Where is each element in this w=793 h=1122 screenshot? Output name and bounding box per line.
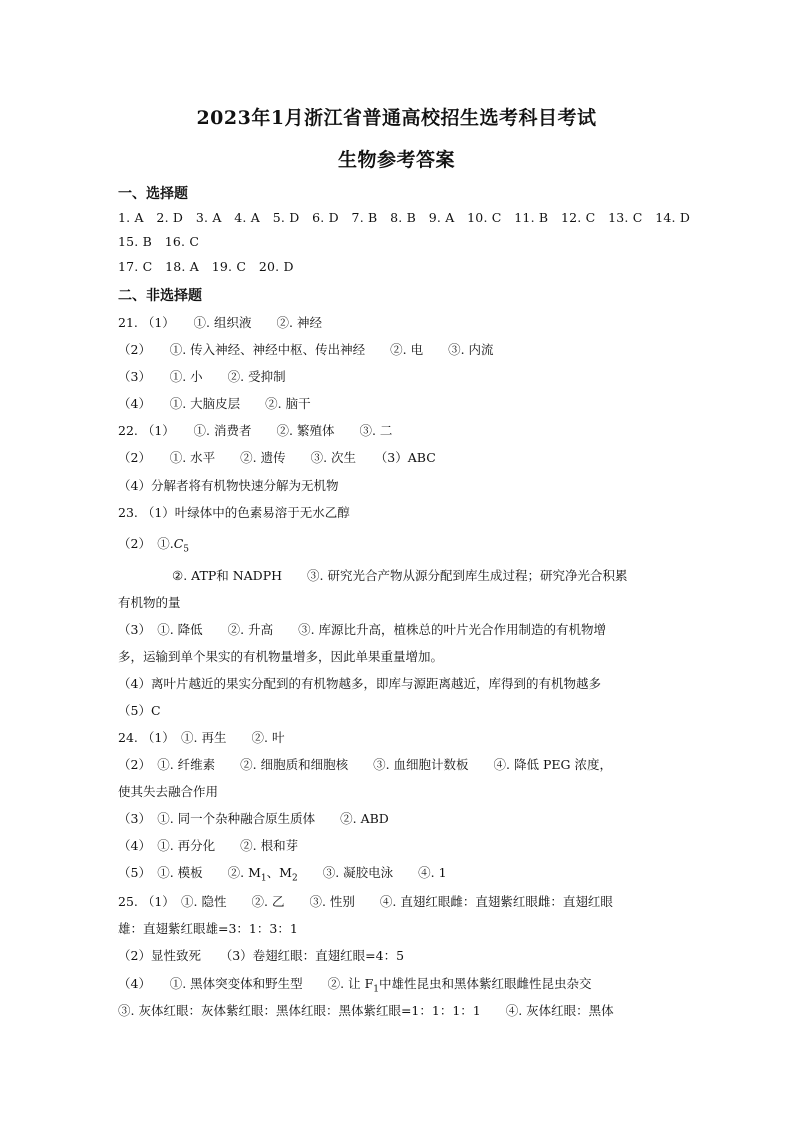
- q25-line: 雄：直翅紫红眼雄=3：1：3：1: [118, 921, 298, 936]
- c5-subscript: 5: [183, 544, 189, 555]
- q22-line: （2） ①. 水平 ②. 遗传 ③. 次生 （3）ABC: [118, 450, 436, 465]
- q25-line: ③. 灰体红眼：灰体紫红眼：黑体红眼：黑体紫红眼=1：1：1：1 ④. 灰体红眼：黑体: [118, 1003, 614, 1018]
- q25-4-suffix: 中雄性昆虫和黑体紫红眼雌性昆虫杂交: [378, 976, 592, 991]
- section-heading-nonchoice: 二、非选择题: [118, 288, 202, 304]
- q24-5-prefix: （5） ①. 模板 ②. M: [118, 865, 261, 880]
- q23-line: 有机物的量: [118, 595, 181, 610]
- f1-subscript: 1: [373, 984, 379, 995]
- q23-l2-prefix: （2） ①.: [118, 536, 174, 551]
- q21-line: （3） ①. 小 ②. 受抑制: [118, 369, 286, 384]
- m1-subscript: 1: [260, 873, 267, 884]
- q25-line: （2）显性致死 （3）卷翅红眼：直翅红眼=4：5: [118, 948, 405, 963]
- q24-line: （2） ①. 纤维素 ②. 细胞质和细胞核 ③. 血细胞计数板 ④. 降低 PEG 浓度，: [118, 757, 612, 772]
- q23-line: 23. （1）叶绿体中的色素易溶于无水乙醇: [118, 505, 350, 520]
- q23-line: ②. ATP和 NADPH ③. 研究光合产物从源分配到库生成过程；研究净光合积累: [172, 568, 628, 583]
- q21-line: （4） ①. 大脑皮层 ②. 脑干: [118, 396, 311, 411]
- section-heading-choice: 一、选择题: [118, 186, 188, 202]
- q22-line: （4）分解者将有机物快速分解为无机物: [118, 478, 339, 493]
- choice-answers-line: 1. A 2. D 3. A 4. A 5. D 6. D 7. B 8. B 9. A 10. C 11. B 12. C 13. C 14. D: [118, 210, 691, 225]
- q24-5-suffix: ③. 凝胶电泳 ④. 1: [297, 865, 447, 880]
- page-subtitle: 生物参考答案: [337, 149, 455, 171]
- q24-5-mid: 、M: [266, 865, 292, 880]
- choice-answers-line: 15. B 16. C: [118, 234, 200, 249]
- q25-line-4: [118, 976, 678, 998]
- q25-4-prefix: （4） ①. 黑体突变体和野生型 ②. 让 F: [118, 976, 374, 991]
- q23-line: （3） ①. 降低 ②. 升高 ③. 库源比升高，植株总的叶片光合作用制造的有机物增: [118, 622, 607, 637]
- q24-line: 24. （1） ①. 再生 ②. 叶: [118, 730, 285, 745]
- q24-line: （4） ①. 再分化 ②. 根和芽: [118, 838, 299, 853]
- q25-line: 25. （1） ①. 隐性 ②. 乙 ③. 性别 ④. 直翅红眼雌：直翅紫红眼雌：直翅红眼: [118, 894, 613, 909]
- q24-line: 使其失去融合作用: [118, 784, 219, 799]
- q21-line: （2） ①. 传入神经、神经中枢、传出神经 ②. 电 ③. 内流: [118, 342, 494, 357]
- q21-line: 21. （1） ①. 组织液 ②. 神经: [118, 315, 322, 330]
- q23-line-2: [118, 536, 678, 558]
- q24-line: （3） ①. 同一个杂种融合原生质体 ②. ABD: [118, 811, 389, 826]
- choice-answers-line: 17. C 18. A 19. C 20. D: [118, 259, 294, 274]
- q23-line: （4）离叶片越近的果实分配到的有机物越多，即库与源距离越近，库得到的有机物越多: [118, 676, 601, 691]
- c5-formula: C: [173, 536, 184, 551]
- q23-line: 多，运输到单个果实的有机物量增多，因此单果重量增加。: [118, 649, 444, 664]
- page-title: 2023年1月浙江省普通高校招生选考科目考试: [196, 107, 597, 129]
- q22-line: 22. （1） ①. 消费者 ②. 繁殖体 ③. 二: [118, 423, 393, 438]
- q23-line: （5）C: [118, 703, 161, 718]
- q24-line-5: [118, 865, 678, 887]
- m2-subscript: 2: [291, 873, 298, 884]
